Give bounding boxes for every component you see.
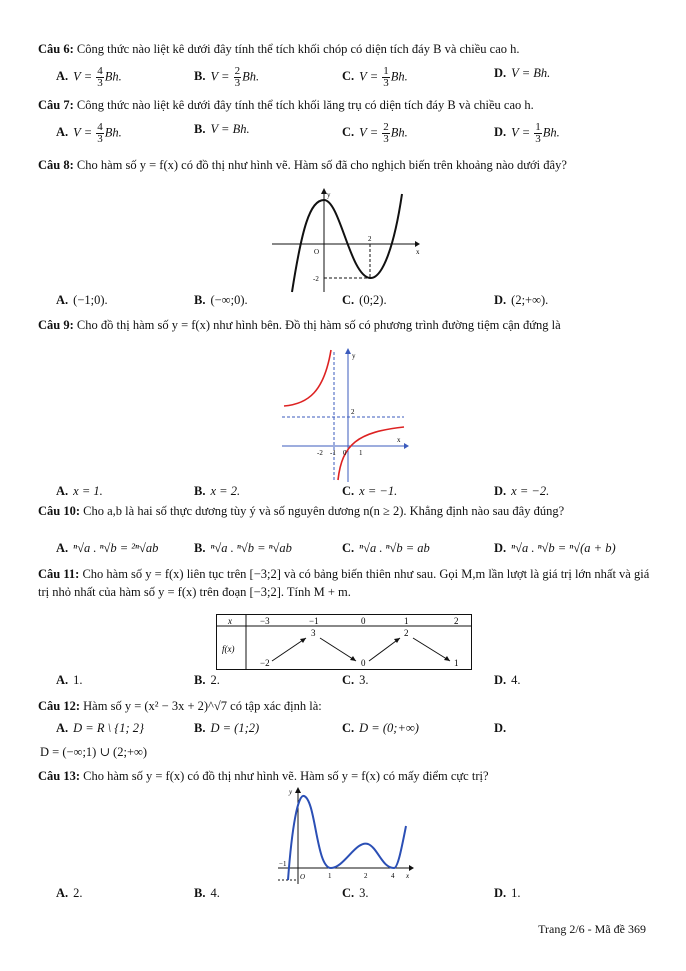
option-c[interactable]: C. V = $\frac{1}{3}$ Bh.	[342, 65, 408, 89]
question-label: Câu 13:	[38, 769, 81, 783]
table-x-value: 1	[404, 616, 409, 626]
table-f-value: 0	[361, 658, 366, 668]
arrow-up-icon	[300, 638, 306, 643]
question-text: Cho đồ thị hàm số y = f(x) như hình bên. Đồ thị hàm số có phương trình đường tiệm cận đứng là	[76, 318, 561, 332]
question-text: Cho a,b là hai số thực dương tùy ý và số nguyên dương n(n ≥ 2). Khẳng định nào sau đây đúng?	[83, 504, 565, 518]
table-x-value: 0	[361, 616, 366, 626]
question-9-options	[56, 484, 656, 504]
variation-arrow	[272, 638, 306, 661]
table-x-value: −1	[309, 616, 319, 626]
option-b[interactable]: B. ⁿ√a . ⁿ√b = ⁿ√ab	[194, 541, 292, 555]
origin-label: 0	[343, 449, 347, 457]
option-d[interactable]: D. V = $\frac{1}{3}$ Bh.	[494, 121, 560, 145]
question-8	[38, 156, 650, 174]
question-13	[38, 767, 650, 785]
tick-label: −1	[279, 860, 287, 868]
option-c[interactable]: C. 3.	[342, 673, 369, 687]
option-a[interactable]: A. D = R \ {1; 2}	[56, 721, 145, 735]
table-x-value: 2	[454, 616, 459, 626]
arrow-down-icon	[444, 656, 450, 661]
option-d[interactable]: D. 4.	[494, 673, 521, 687]
table-x-label: x	[228, 616, 232, 626]
tick-label: -2	[317, 449, 323, 457]
option-a[interactable]: A. V = $\frac{4}{3}$ Bh.	[56, 121, 122, 145]
question-10	[38, 502, 650, 520]
option-c[interactable]: C. x = −1.	[342, 484, 398, 498]
option-a[interactable]: A. ⁿ√a . ⁿ√b = ²ⁿ√ab	[56, 541, 159, 555]
y-axis-arrow-icon	[295, 787, 301, 793]
option-c[interactable]: C. V = $\frac{2}{3}$ Bh.	[342, 121, 408, 145]
x-axis-arrow-icon	[415, 241, 420, 247]
option-d-continuation[interactable]: D = (−∞;1) ∪ (2;+∞)	[40, 745, 148, 759]
question-label: Câu 6:	[38, 42, 74, 56]
option-a[interactable]: A. V = $\frac{4}{3}$ Bh.	[56, 65, 122, 89]
question-10-options	[56, 541, 656, 561]
question-text: Công thức nào liệt kê dưới đây tính thể tích khối chóp có diện tích đáy B và chiều cao h.	[76, 42, 520, 56]
option-a[interactable]: A. (−1;0).	[56, 293, 108, 307]
option-b[interactable]: B. D = (1;2)	[194, 721, 260, 735]
question-13-graph	[276, 786, 416, 884]
origin-label: O	[300, 873, 306, 881]
option-c[interactable]: C. (0;2).	[342, 293, 387, 307]
question-text: Cho hàm số y = f(x) có đồ thị như hình vẽ. Hàm số y = f(x) có mấy điểm cực trị?	[83, 769, 489, 783]
question-text: Cho hàm số y = f(x) có đồ thị như hình vẽ. Hàm số đã cho nghịch biến trên khoảng nào dưới đây?	[76, 158, 567, 172]
tick-label: 1	[359, 449, 363, 457]
option-a[interactable]: A. 2.	[56, 886, 83, 900]
option-c[interactable]: C. 3.	[342, 886, 369, 900]
tick-label: 4	[391, 872, 395, 880]
question-11-options	[56, 673, 656, 693]
origin-label: O	[314, 248, 320, 256]
page-footer: Trang 2/6 - Mã đề 369	[538, 922, 646, 936]
option-b[interactable]: B. V = $\frac{2}{3}$ Bh.	[194, 65, 260, 89]
question-9-graph	[280, 348, 410, 482]
question-text: Hàm số y = (x² − 3x + 2)^√7 có tập xác định là:	[83, 699, 322, 713]
x-axis-arrow-icon	[409, 865, 414, 871]
tick-label: 1	[328, 872, 332, 880]
table-f-value: 3	[311, 628, 316, 638]
table-f-value: 2	[404, 628, 409, 638]
tick-label: 2	[368, 235, 372, 243]
option-d[interactable]: D. ⁿ√a . ⁿ√b = ⁿ√(a + b)	[494, 541, 616, 555]
option-b[interactable]: B. V = Bh.	[194, 122, 250, 136]
question-label: Câu 8:	[38, 158, 74, 172]
question-label: Câu 10:	[38, 504, 81, 518]
y-label: y	[352, 352, 356, 360]
tick-label: -1	[330, 449, 336, 457]
y-label: y	[289, 788, 293, 796]
option-b[interactable]: B. x = 2.	[194, 484, 241, 498]
table-border	[217, 615, 472, 670]
option-c[interactable]: C. ⁿ√a . ⁿ√b = ab	[342, 541, 430, 555]
tick-label: 2	[364, 872, 368, 880]
question-8-graph	[270, 188, 420, 294]
question-label: Câu 7:	[38, 98, 74, 112]
tick-label: 2	[351, 408, 355, 416]
variation-table-graphic	[216, 614, 472, 670]
question-6-options	[56, 65, 656, 89]
question-text: Công thức nào liệt kê dưới đây tính thể tích khối lăng trụ có diện tích đáy B và chiều cao h.	[76, 98, 534, 112]
option-d[interactable]: D. (2;+∞).	[494, 293, 549, 307]
question-7	[38, 96, 650, 114]
option-a[interactable]: A. 1.	[56, 673, 83, 687]
question-9	[38, 316, 650, 334]
question-text: Cho hàm số y = f(x) liên tục trên [−3;2] và có bảng biến thiên như sau. Gọi M,m lần lượt là giá trị lớn nhất và giá trị nhỏ nhất của hàm số y = f(x) trên đoạn [−3;2]. Tính M + m.	[38, 567, 650, 599]
y-axis-arrow-icon	[345, 348, 351, 354]
option-d[interactable]: D. V = Bh.	[494, 66, 551, 80]
variation-arrow	[413, 638, 450, 661]
variation-table	[216, 614, 472, 670]
option-d[interactable]: D. x = −2.	[494, 484, 550, 498]
x-label: x	[397, 436, 401, 444]
table-x-value: −3	[260, 616, 270, 626]
function-curve	[288, 796, 406, 880]
question-13-options	[56, 886, 656, 906]
arrow-down-icon	[350, 656, 356, 661]
variation-arrow	[320, 638, 356, 661]
question-8-options	[56, 293, 656, 313]
function-curve	[292, 194, 402, 292]
option-d[interactable]: D. 1.	[494, 886, 521, 900]
question-12-options	[56, 721, 656, 741]
tick-label: -2	[313, 275, 319, 283]
option-d[interactable]: D.	[494, 721, 507, 735]
y-label: y	[327, 191, 331, 199]
question-7-options	[56, 121, 656, 145]
variation-arrow	[369, 638, 400, 661]
question-11	[38, 565, 650, 601]
question-label: Câu 9:	[38, 318, 74, 332]
question-label: Câu 11:	[38, 567, 80, 581]
option-b[interactable]: B. (−∞;0).	[194, 293, 248, 307]
option-c[interactable]: C. D = (0;+∞)	[342, 721, 419, 735]
x-label: x	[406, 872, 410, 880]
option-a[interactable]: A. x = 1.	[56, 484, 103, 498]
question-12	[38, 697, 650, 715]
table-f-value: 1	[454, 658, 459, 668]
x-label: x	[416, 248, 420, 256]
option-b[interactable]: B. 4.	[194, 886, 220, 900]
option-b[interactable]: B. 2.	[194, 673, 220, 687]
x-axis-arrow-icon	[404, 443, 409, 449]
question-label: Câu 12:	[38, 699, 81, 713]
table-f-label: f(x)	[222, 644, 235, 654]
curve-left-branch	[284, 350, 331, 406]
table-f-value: −2	[260, 658, 270, 668]
question-6	[38, 40, 650, 58]
